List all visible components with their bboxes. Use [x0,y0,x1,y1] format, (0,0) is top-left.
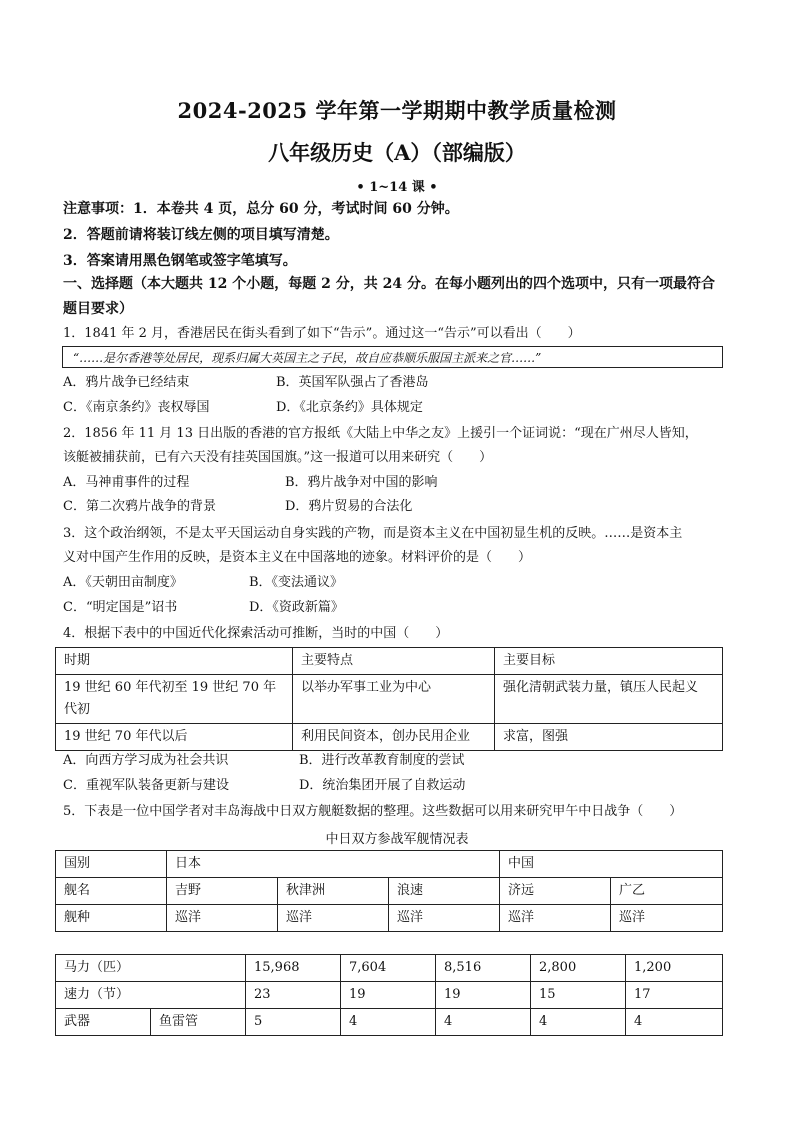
table-header: 主要目标 [495,648,723,675]
table-cell: 国别 [56,851,167,878]
table-cell: 4 [341,1009,436,1036]
q1-quote-box: “……是尔香港等处居民，现系归属大英国主之子民，故自应恭顺乐服国主派来之官……” [62,346,723,368]
q2-stem-line2: 该艇被捕获前，已有六天没有挂英国国旗。”这一报道可以用来研究（ ） [63,450,493,465]
q5-ship-table [55,850,723,932]
table-header: 时期 [56,648,293,675]
q1-option-d[interactable]: D．《北京条约》具体规定 [276,400,423,415]
q1-option-c[interactable]: C．《南京条约》丧权辱国 [63,400,210,415]
table-cell: 4 [626,1009,723,1036]
section-heading: 一、选择题（本大题共 12 个小题，每题 2 分，共 24 分。在每小题列出的四个选项中，只有一项最符合题目要求） [63,276,715,317]
q3-option-d[interactable]: D．《资政新篇》 [249,600,344,615]
table-cell: 17 [626,982,723,1009]
table-row [56,675,723,724]
table-cell: 23 [246,982,341,1009]
q2-option-c[interactable]: C．第二次鸦片战争的背景 [63,499,216,514]
table-cell: 浪速 [389,878,500,905]
table-cell: 求富，图强 [495,724,723,751]
q4-option-b[interactable]: B．进行改革教育制度的尝试 [299,753,465,768]
q4-option-d[interactable]: D．统治集团开展了自救运动 [299,778,466,793]
table-row [56,724,723,751]
q2-option-d[interactable]: D．鸦片贸易的合法化 [285,499,413,514]
lesson-range: • 1~14 课 • [356,180,438,195]
q4-option-a[interactable]: A．向西方学习成为社会共识 [63,753,229,768]
q2-option-b[interactable]: B．鸦片战争对中国的影响 [285,475,438,490]
q2-option-a[interactable]: A．马神甫事件的过程 [63,475,190,490]
q3-option-a[interactable]: A．《天朝田亩制度》 [63,575,183,590]
table-cell: 巡洋 [167,905,278,932]
table-cell: 以举办军事工业为中心 [293,675,495,724]
notice-1: 注意事项：1．本卷共 4 页，总分 60 分，考试时间 60 分钟。 [63,201,459,217]
q3-option-c[interactable]: C．“明定国是”诏书 [63,600,178,615]
table-cell: 15 [531,982,626,1009]
q3-stem-line2: 义对中国产生作用的反映，是资本主义在中国落地的迹象。材料评价的是（ ） [63,550,532,565]
q2-stem-line1: 2．1856 年 11 月 13 日出版的香港的官方报纸《大陆上中华之友》上援引一个证词说：“现在广州尽人皆知， [63,426,698,441]
table-row [56,955,723,982]
table-cell: 19 世纪 70 年代以后 [56,724,293,751]
exam-subtitle: 八年级历史（A）（部编版） [268,140,526,165]
table-row [56,648,723,675]
table-row [56,851,723,878]
table-cell: 广乙 [611,878,723,905]
table-cell: 强化清朝武装力量，镇压人民起义 [495,675,723,724]
q5-ship-stats-table [55,954,723,1036]
q1-option-a[interactable]: A．鸦片战争已经结束 [63,375,190,390]
table-cell: 中国 [500,851,723,878]
table-header: 主要特点 [293,648,495,675]
table-cell: 1,200 [626,955,723,982]
q5-table-caption: 中日双方参战军舰情况表 [325,832,469,847]
notice-2: 2．答题前请将装订线左侧的项目填写清楚。 [63,227,339,243]
q3-stem-line1: 3．这个政治纲领，不是太平天国运动自身实践的产物，而是资本主义在中国初显生机的反映。……是资本主 [63,526,683,541]
q1-stem: 1．1841 年 2 月，香港居民在街头看到了如下“告示”。通过这一“告示”可以看出（ ） [63,326,581,341]
table-cell: 吉野 [167,878,278,905]
table-cell: 舰名 [56,878,167,905]
table-cell: 巡洋 [611,905,723,932]
table-cell: 15,968 [246,955,341,982]
table-cell: 5 [246,1009,341,1036]
table-cell: 鱼雷管 [151,1009,246,1036]
q3-option-b[interactable]: B．《变法通议》 [249,575,344,590]
table-cell: 巡洋 [500,905,611,932]
table-cell: 武器 [56,1009,151,1036]
q1-option-b[interactable]: B．英国军队强占了香港岛 [276,375,429,390]
table-cell: 速力（节） [56,982,246,1009]
table-cell: 巡洋 [389,905,500,932]
q4-table [55,647,723,751]
table-cell: 舰种 [56,905,167,932]
table-cell: 19 [436,982,531,1009]
table-cell: 济远 [500,878,611,905]
table-cell: 7,604 [341,955,436,982]
table-cell: 4 [531,1009,626,1036]
table-row [56,905,723,932]
table-cell: 巡洋 [278,905,389,932]
table-cell: 4 [436,1009,531,1036]
table-cell: 马力（匹） [56,955,246,982]
q5-stem: 5．下表是一位中国学者对丰岛海战中日双方舰艇数据的整理。这些数据可以用来研究甲午中日战争（ ） [63,804,683,819]
notice-3: 3．答案请用黑色钢笔或签字笔填写。 [63,253,297,269]
table-cell: 8,516 [436,955,531,982]
table-cell: 19 世纪 60 年代初至 19 世纪 70 年代初 [56,675,293,724]
exam-title: 2024-2025 学年第一学期期中教学质量检测 [177,98,617,123]
table-cell: 19 [341,982,436,1009]
table-row [56,982,723,1009]
table-cell: 日本 [167,851,500,878]
q4-stem: 4．根据下表中的中国近代化探索活动可推断，当时的中国（ ） [63,626,449,641]
table-cell: 利用民间资本，创办民用企业 [293,724,495,751]
table-cell: 秋津洲 [278,878,389,905]
table-row [56,878,723,905]
q4-option-c[interactable]: C．重视军队装备更新与建设 [63,778,229,793]
table-row [56,1009,723,1036]
table-cell: 2,800 [531,955,626,982]
